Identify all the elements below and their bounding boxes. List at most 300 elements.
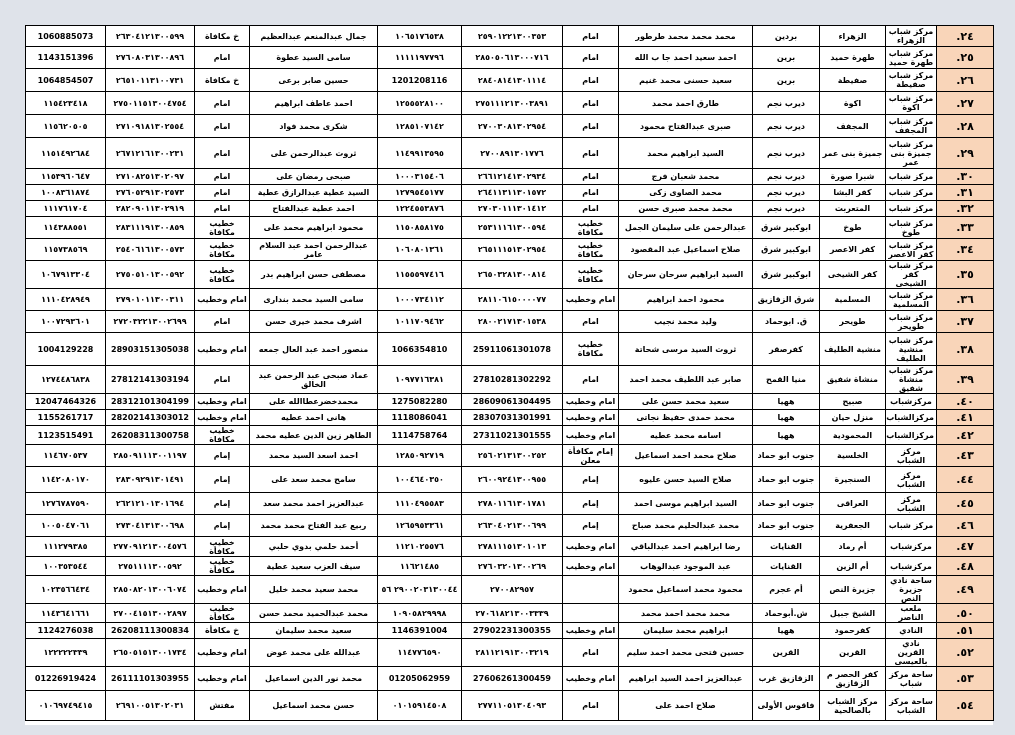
table-row <box>26 445 994 467</box>
imam-job-cell: امام <box>563 169 619 185</box>
table-row <box>26 92 994 115</box>
imam-job-cell: خطيب مكافاة <box>563 261 619 289</box>
imam-national-id-cell: ٢٨١١٠٦١٥٠٠٠٠٧٧ <box>462 289 563 311</box>
youth-center-cell: مركز شباب المسلمية <box>886 289 937 311</box>
village-cell: المحمودية <box>820 426 886 445</box>
substitute-name-cell: محمدخضرعطاالله على <box>250 394 378 410</box>
imam-phone-cell: ١١٤٩٩١٣٥٩٥ <box>378 138 462 169</box>
substitute-job-cell: امام وخطيب <box>195 289 250 311</box>
imam-phone-cell: ١١٦٢١٤٨٥ <box>378 557 462 576</box>
substitute-name-cell: ثروت عبدالرحمن على <box>250 138 378 169</box>
substitute-national-id-cell: ٢٦٢١٢١٠١٣٠١٦٩٤ <box>106 493 195 515</box>
row-number-cell: ٢٩. <box>937 138 994 169</box>
substitute-national-id-cell: ٢٧٦٠٥٢٩١٣٠٢٥٧٣ <box>106 185 195 201</box>
substitute-phone-cell: 1004129228 <box>26 333 106 366</box>
substitute-job-cell: امام <box>195 366 250 394</box>
row-number-cell: ٢٧. <box>937 92 994 115</box>
substitute-phone-cell: ١١٥٤٢٣٤١٨ <box>26 92 106 115</box>
village-cell: جزيرة النص <box>820 576 886 604</box>
substitute-phone-cell: ١٠٦٧٩١٣٣٠٤ <box>26 261 106 289</box>
row-number-cell: ٤٨. <box>937 557 994 576</box>
imam-name-cell: ابراهيم محمد سليمان <box>619 623 753 639</box>
substitute-job-cell: خطيب مكافاة <box>195 261 250 289</box>
table-row <box>26 261 994 289</box>
imam-national-id-cell: ٢٥٣١١١٦١٣٠٠٥٩٤ <box>462 217 563 239</box>
imam-job-cell: امام وخطيب <box>563 410 619 426</box>
substitute-national-id-cell: ٢٨٢٠٩٠١١٣٠٢٩١٩ <box>106 201 195 217</box>
district-cell: القرين <box>753 639 820 667</box>
substitute-phone-cell: ١١٥١٤٩٢٦٨٤ <box>26 138 106 169</box>
youth-center-cell: مركزشباب <box>886 557 937 576</box>
imam-name-cell: محمود محمد اسماعيل محمود <box>619 576 753 604</box>
imam-name-cell: صبرى عبدالفتاح محمود <box>619 115 753 138</box>
imam-job-cell: امام <box>563 26 619 47</box>
imam-name-cell: سعيد حسنى محمد غنيم <box>619 69 753 92</box>
row-number-cell: ٢٤. <box>937 26 994 47</box>
row-number-cell: ٥٢. <box>937 639 994 667</box>
imam-national-id-cell: 27902231300355 <box>462 623 563 639</box>
substitute-phone-cell: ١١٥٧٣٨٥٦٩ <box>26 239 106 261</box>
substitute-name-cell: سامى السيد محمد بندارى <box>250 289 378 311</box>
youth-center-cell: ساحة مركز الشباب <box>886 691 937 721</box>
table-row <box>26 185 994 201</box>
substitute-national-id-cell: ٢٥٤٠٦١٦١٣٠٠٥٧٣ <box>106 239 195 261</box>
substitute-national-id-cell: 28312101304199 <box>106 394 195 410</box>
youth-center-cell: مركز شباب <box>886 185 937 201</box>
substitute-phone-cell: 1155261717 <box>26 410 106 426</box>
imam-national-id-cell: ٢٨٠٠٢١٧١٣٠١٥٣٨ <box>462 311 563 333</box>
substitute-phone-cell: ١١٥٣٩٦٠٦٤٧ <box>26 169 106 185</box>
imam-job-cell: امام <box>563 47 619 69</box>
imam-national-id-cell: ٢٦٦١٢١٤١٣٠٢٩٣٤ <box>462 169 563 185</box>
imam-name-cell: محمد محمد احمد محمد <box>619 604 753 623</box>
village-cell: القرين <box>820 639 886 667</box>
substitute-phone-cell: ١٢٧٦٧٨٧٥٩٠ <box>26 493 106 515</box>
imam-name-cell: ثروت السيد مرسى شحاتة <box>619 333 753 366</box>
imam-phone-cell: ١١٥٥٥٩٧٤١٦ <box>378 261 462 289</box>
row-number-cell: ٤٧. <box>937 537 994 557</box>
substitute-phone-cell: 1060885073 <box>26 26 106 47</box>
imam-phone-cell: 1275082280 <box>378 394 462 410</box>
imam-phone-cell: 1201208116 <box>378 69 462 92</box>
youth-center-cell: ساحة مركز شباب <box>886 667 937 691</box>
youth-center-cell: مركزالشباب <box>886 426 937 445</box>
row-number-cell: ٥٣. <box>937 667 994 691</box>
imam-job-cell: إمام <box>563 467 619 493</box>
substitute-job-cell: إمام <box>195 445 250 467</box>
row-number-cell: ٤٦. <box>937 515 994 537</box>
imam-name-cell: صلاح احمد على <box>619 691 753 721</box>
village-cell: السنجيرة <box>820 467 886 493</box>
imam-job-cell: امام <box>563 138 619 169</box>
imam-name-cell: صابر عبد اللطيف محمد احمد <box>619 366 753 394</box>
table-row <box>26 667 994 691</box>
substitute-job-cell: امام <box>195 47 250 69</box>
substitute-national-id-cell: 28202141303012 <box>106 410 195 426</box>
substitute-national-id-cell: ٢٧٥٠١١٥١٣٠٠٤٧٥٤ <box>106 92 195 115</box>
district-cell: ههيا <box>753 394 820 410</box>
imam-name-cell: عبدالعزيز احمد السيد ابراهيم <box>619 667 753 691</box>
imam-job-cell: امام <box>563 639 619 667</box>
substitute-job-cell: امام <box>195 169 250 185</box>
table-row <box>26 69 994 92</box>
youth-center-cell: مركز شباب الزهراء <box>886 26 937 47</box>
substitute-name-cell: محمد سعيد محمد خليل <box>250 576 378 604</box>
substitute-name-cell: عبدالرحمن احمد عبد السلام عامر <box>250 239 378 261</box>
imam-name-cell: محمود احمد ابراهيم <box>619 289 753 311</box>
row-number-cell: ٣٢. <box>937 201 994 217</box>
imam-national-id-cell: 27606261300459 <box>462 667 563 691</box>
imam-national-id-cell: 27810281302292 <box>462 366 563 394</box>
substitute-name-cell: عماد صبحى عبد الرحمن عبد الخالق <box>250 366 378 394</box>
substitute-job-cell: امام <box>195 311 250 333</box>
imam-job-cell: امام وخطيب <box>563 426 619 445</box>
village-cell: منشية الطليف <box>820 333 886 366</box>
imam-job-cell: امام <box>563 201 619 217</box>
district-cell: جنوب ابو حماد <box>753 467 820 493</box>
youth-center-cell: مركز شباب <box>886 169 937 185</box>
village-cell: كفرحمود <box>820 623 886 639</box>
row-number-cell: ٤٢. <box>937 426 994 445</box>
imam-job-cell: امام <box>563 92 619 115</box>
table-row <box>26 366 994 394</box>
substitute-name-cell: عبدالله على محمد عوض <box>250 639 378 667</box>
youth-center-cell: ساحة نادي جزيرة النص <box>886 576 937 604</box>
table-row <box>26 639 994 667</box>
village-cell: طويحر <box>820 311 886 333</box>
substitute-job-cell: امام <box>195 138 250 169</box>
imam-phone-cell: ١٢٨٥١٠٧١٤٢ <box>378 115 462 138</box>
substitute-national-id-cell: ٢٧١٠٩١٨١٣٠٢٥٥٤ <box>106 115 195 138</box>
substitute-national-id-cell: ٢٨٣٠٩٢٩١٣٠١٤٩١ <box>106 467 195 493</box>
youth-center-cell: مركز شباب <box>886 515 937 537</box>
youth-center-cell: مركز شباب طوخ <box>886 217 937 239</box>
table-row <box>26 410 994 426</box>
imam-job-cell: امام <box>563 366 619 394</box>
district-cell: القنايات <box>753 537 820 557</box>
district-cell: جنوب ابو حماد <box>753 515 820 537</box>
imam-phone-cell: ١٢٧٩٥٤٥١٧٧ <box>378 185 462 201</box>
village-cell: جميزة بنى عمر <box>820 138 886 169</box>
substitute-job-cell: امام <box>195 92 250 115</box>
row-number-cell: ٢٦. <box>937 69 994 92</box>
imam-name-cell: محمد محمد محمد طرطور <box>619 26 753 47</box>
youth-center-cell: النادي <box>886 623 937 639</box>
imam-phone-cell: ١٠٦٥١٧٦٥٣٨ <box>378 26 462 47</box>
substitute-name-cell: سعيد محمد سليمان <box>250 623 378 639</box>
table-row <box>26 169 994 185</box>
imam-national-id-cell: 28609061304495 <box>462 394 563 410</box>
district-cell: ههيا <box>753 426 820 445</box>
substitute-job-cell: خطيب مكافاة <box>195 426 250 445</box>
substitute-name-cell: شكرى محمد فواد <box>250 115 378 138</box>
row-number-cell: ٣٨. <box>937 333 994 366</box>
substitute-name-cell: السيد عطية عبدالرازق عطية <box>250 185 378 201</box>
imams-table <box>25 25 994 721</box>
row-number-cell: ٤٩. <box>937 576 994 604</box>
imam-phone-cell: ١١٥٠٨٥٨١٧٥ <box>378 217 462 239</box>
village-cell: كفر الحصر م الزقازيق <box>820 667 886 691</box>
imam-phone-cell: ١١٤٧٧٦٥٩٠ <box>378 639 462 667</box>
imam-job-cell: خطيب مكافاة <box>563 217 619 239</box>
substitute-phone-cell: 1143151396 <box>26 47 106 69</box>
district-cell: ديرب نجم <box>753 115 820 138</box>
district-cell: فاقوس الأولى <box>753 691 820 721</box>
substitute-phone-cell: ١١١٠٤٢٨٩٤٩ <box>26 289 106 311</box>
substitute-phone-cell: ١٢٢٢٢٢٣٣٩ <box>26 639 106 667</box>
imam-phone-cell: ١٠٦٠٨٠١٣٦١ <box>378 239 462 261</box>
row-number-cell: ٢٥. <box>937 47 994 69</box>
table-row <box>26 138 994 169</box>
imam-job-cell: امام وخطيب <box>563 289 619 311</box>
substitute-job-cell: إمام <box>195 493 250 515</box>
substitute-name-cell: محمد نور الدين اسماعيل <box>250 667 378 691</box>
substitute-job-cell: خطيب مكافأة <box>195 604 250 623</box>
youth-center-cell: مركز شباب منشاة شفيق <box>886 366 937 394</box>
district-cell: برين <box>753 47 820 69</box>
substitute-job-cell: امام وخطيب <box>195 410 250 426</box>
row-number-cell: ٥٤. <box>937 691 994 721</box>
table-row <box>26 691 994 721</box>
substitute-phone-cell: ١٠٠٧٢٩٣٦٠١ <box>26 311 106 333</box>
substitute-national-id-cell: 26111101303955 <box>106 667 195 691</box>
substitute-job-cell: خطيب مكافأة <box>195 557 250 576</box>
village-cell: الجعفرية <box>820 515 886 537</box>
substitute-phone-cell: ١٠٠٨٣٦١٨٧٤ <box>26 185 106 201</box>
imam-job-cell <box>563 604 619 623</box>
imam-phone-cell: ١٠٠٠٣١٥٤٠٦ <box>378 169 462 185</box>
substitute-phone-cell: 1124276038 <box>26 623 106 639</box>
imam-phone-cell: ٢٩٠٠٢٠٣١٣٠٠٤٤ ٥٦ <box>378 576 462 604</box>
imam-phone-cell: 1114758764 <box>378 426 462 445</box>
imam-national-id-cell: ٢٧٠٦١٨٢١٣٠٠٣٣٣٩ <box>462 604 563 623</box>
youth-center-cell: مركز شباب جميزة بنى عمر <box>886 138 937 169</box>
imam-national-id-cell: ٢٧٠٣٠١١١٣٠١٤١٢ <box>462 201 563 217</box>
imam-name-cell: اسامه محمد عطيه <box>619 426 753 445</box>
village-cell: كفر البشا <box>820 185 886 201</box>
imam-name-cell: طارق احمد محمد <box>619 92 753 115</box>
youth-center-cell: مركز شباب اكوة <box>886 92 937 115</box>
imam-phone-cell: 1118086041 <box>378 410 462 426</box>
imam-phone-cell: ١١١١١٩٧٧٩٦ <box>378 47 462 69</box>
imam-name-cell: صلاح محمد احمد اسماعيل <box>619 445 753 467</box>
imam-phone-cell: ١٠٩٧٧١٦٣٨١ <box>378 366 462 394</box>
table-row <box>26 115 994 138</box>
row-number-cell: ٣٥. <box>937 261 994 289</box>
youth-center-cell: مركز الشباب <box>886 467 937 493</box>
substitute-name-cell: جمال عبدالمنعم عبدالعظيم <box>250 26 378 47</box>
district-cell: ديرب نجم <box>753 201 820 217</box>
table-row <box>26 537 994 557</box>
row-number-cell: ٣٦. <box>937 289 994 311</box>
substitute-national-id-cell: ٢٧٥٠٥١٠١٣٠٠٥٩٢ <box>106 261 195 289</box>
district-cell: ههيا <box>753 623 820 639</box>
village-cell: المسلمية <box>820 289 886 311</box>
substitute-national-id-cell: ٢٧١٠٨٢٥١٣٠٢٠٩٧ <box>106 169 195 185</box>
table-row <box>26 604 994 623</box>
imam-job-cell: امام <box>563 311 619 333</box>
imam-national-id-cell: ٢٥٦٠٢١٣١٣٠٠٢٥٢ <box>462 445 563 467</box>
imam-phone-cell: ١٢٦٥٩٥٣٣٦١ <box>378 515 462 537</box>
substitute-national-id-cell: ٢٦٧١٢١٦١٣٠٠٢٣١ <box>106 138 195 169</box>
substitute-job-cell: إمام <box>195 467 250 493</box>
imam-national-id-cell: ٢٧٠٠٨٢٩٥٧ <box>462 576 563 604</box>
imam-name-cell: صلاح السيد حسن عليوه <box>619 467 753 493</box>
substitute-job-cell: امام <box>195 115 250 138</box>
imam-phone-cell: ١٢٢٤٥٥٣٨٧٦ <box>378 201 462 217</box>
imam-national-id-cell: ٢٦٤١١٣١١٣٠١٥٧٢ <box>462 185 563 201</box>
substitute-name-cell: اشرف محمد خيرى حسن <box>250 311 378 333</box>
substitute-name-cell: مصطفى حسن ابراهيم بدر <box>250 261 378 289</box>
village-cell: طوخ <box>820 217 886 239</box>
substitute-job-cell: امام <box>195 201 250 217</box>
substitute-national-id-cell: ٢٦٥١٠١١٣١٠٠٧٣١ <box>106 69 195 92</box>
imam-job-cell: امام وخطيب <box>563 537 619 557</box>
imam-name-cell: السيد ابراهيم سرحان سرحان <box>619 261 753 289</box>
substitute-national-id-cell: 26208311300758 <box>106 426 195 445</box>
imam-phone-cell: ١٠١١٧٠٩٤٦٢ <box>378 311 462 333</box>
imam-job-cell <box>563 576 619 604</box>
youth-center-cell: مركزالشباب <box>886 410 937 426</box>
imam-name-cell: محمد حمدى حفيظ نجاتى <box>619 410 753 426</box>
substitute-phone-cell: ١٢٧٤٤٨٦٨٣٨ <box>26 366 106 394</box>
district-cell: ابوكبير شرق <box>753 261 820 289</box>
substitute-job-cell: خطيب مكافأة <box>195 537 250 557</box>
imam-phone-cell: ١٢٨٥٠٩٢٧١٩ <box>378 445 462 467</box>
substitute-phone-cell: 1064854507 <box>26 69 106 92</box>
substitute-national-id-cell: ٢٨٣١١١٩١٣٠٠٨٥٩ <box>106 217 195 239</box>
imam-name-cell: محمد الصاوى زكى <box>619 185 753 201</box>
substitute-national-id-cell: 26208111300834 <box>106 623 195 639</box>
substitute-name-cell: حسن محمد اسماعيل <box>250 691 378 721</box>
youth-center-cell: مركزشباب <box>886 394 937 410</box>
imam-job-cell: إمام مكافأة معلن <box>563 445 619 467</box>
youth-center-cell: مركز شباب طويحر <box>886 311 937 333</box>
district-cell: ديرب نجم <box>753 185 820 201</box>
row-number-cell: ٥١. <box>937 623 994 639</box>
row-number-cell: ٤٤. <box>937 467 994 493</box>
row-number-cell: ٣٠. <box>937 169 994 185</box>
imam-phone-cell: 1146391004 <box>378 623 462 639</box>
substitute-phone-cell: ١١٤٢٠٨٠١٧٠ <box>26 467 106 493</box>
village-cell: صفيطة <box>820 69 886 92</box>
youth-center-cell: ملعب الناصر <box>886 604 937 623</box>
substitute-job-cell: إمام <box>195 515 250 537</box>
imam-national-id-cell: ٢٨٤٠٨١٤١٣٠١١١٤ <box>462 69 563 92</box>
substitute-name-cell: الطاهر زين الدين عطيه محمد <box>250 426 378 445</box>
table-row <box>26 426 994 445</box>
imam-phone-cell: ١١١٠٤٩٥٥٨٣ <box>378 493 462 515</box>
imam-national-id-cell: ٢٨١١٢١٩١٣٠٠٣٢١٩ <box>462 639 563 667</box>
youth-center-cell: مركز شباب منشية الطليف <box>886 333 937 366</box>
imam-national-id-cell: ٢٧٠٠٣٠٨١٣٠٢٩٥٤ <box>462 115 563 138</box>
substitute-national-id-cell: ٢٨٥٠٨٢٠١٣٠٠٦٠٧٤ <box>106 576 195 604</box>
substitute-national-id-cell: ٢٧٥١١١١٣٠٠٥٩٢ <box>106 557 195 576</box>
imam-job-cell: امام <box>563 69 619 92</box>
village-cell: العراقى <box>820 493 886 515</box>
substitute-phone-cell: ١١١٧٦١٧٠٤ <box>26 201 106 217</box>
row-number-cell: ٣٤. <box>937 239 994 261</box>
imam-national-id-cell: ٢٧٥١١١٢١٣٠٠٣٨٩١ <box>462 92 563 115</box>
row-number-cell: ٣٣. <box>937 217 994 239</box>
substitute-phone-cell: ١٠٢٣٥٦٦٤٣٤ <box>26 576 106 604</box>
substitute-phone-cell: ١١٥٦٢٠٥٠٥ <box>26 115 106 138</box>
village-cell: منشاة شفيق <box>820 366 886 394</box>
substitute-job-cell: امام وخطيب <box>195 667 250 691</box>
table-row <box>26 239 994 261</box>
village-cell: الزهراء <box>820 26 886 47</box>
district-cell: ش.أبوحماد <box>753 604 820 623</box>
district-cell: ق. ابوحماد <box>753 311 820 333</box>
substitute-job-cell: مفتش <box>195 691 250 721</box>
imam-job-cell: امام وخطيب <box>563 623 619 639</box>
substitute-name-cell: سيف العزب سعيد عطية <box>250 557 378 576</box>
youth-center-cell: مركز شباب المجفف <box>886 115 937 138</box>
imam-name-cell: حسين فتحى محمد احمد سليم <box>619 639 753 667</box>
substitute-national-id-cell: ٢٧٣٠٤١٣١٣٠٠٦٩٨ <box>106 515 195 537</box>
table-row <box>26 623 994 639</box>
row-number-cell: ٤٣. <box>937 445 994 467</box>
substitute-national-id-cell: ٢٧٩٠١٠١١٣٠٠٣١١ <box>106 289 195 311</box>
district-cell: الزقازيق غرب <box>753 667 820 691</box>
imam-phone-cell: ٠١٠١٥٩١٤٥٠٨ <box>378 691 462 721</box>
imam-name-cell: سعيد محمد حسن على <box>619 394 753 410</box>
table-body <box>26 26 994 721</box>
village-cell: منزل حيان <box>820 410 886 426</box>
row-number-cell: ٤٥. <box>937 493 994 515</box>
substitute-phone-cell: 01226919424 <box>26 667 106 691</box>
village-cell: الخلسية <box>820 445 886 467</box>
substitute-phone-cell: ١١٤٣٨٨٥٥١ <box>26 217 106 239</box>
substitute-name-cell: احمد عاطف ابراهيم <box>250 92 378 115</box>
district-cell: ابوكبير شرق <box>753 239 820 261</box>
row-number-cell: ٣٧. <box>937 311 994 333</box>
imam-national-id-cell: ٢٧٠٠٨٩١٣٠١٧٧٦ <box>462 138 563 169</box>
table-row <box>26 467 994 493</box>
imam-national-id-cell: ٢٦٣٠٤٠٢١٣٠٠٦٩٩ <box>462 515 563 537</box>
district-cell: بردين <box>753 26 820 47</box>
imam-national-id-cell: ٢٧٨٠١١٦١٣٠١٧٨١ <box>462 493 563 515</box>
district-cell: جنوب ابو حماد <box>753 493 820 515</box>
substitute-job-cell: امام وخطيب <box>195 333 250 366</box>
village-cell: اكوة <box>820 92 886 115</box>
substitute-name-cell: محمد عبدالحميد محمد حسن <box>250 604 378 623</box>
substitute-national-id-cell: ٢٨٥٠٩١١١٣٠٠١١٩٧ <box>106 445 195 467</box>
substitute-national-id-cell: ٢٦٣٠٤١٢١٣٠٠٥٩٩ <box>106 26 195 47</box>
substitute-phone-cell: ٠١٠٦٩٧٤٩٤١٥ <box>26 691 106 721</box>
imam-national-id-cell: ٢٦٥٠٣٢٨١٣٠٠٨١٤ <box>462 261 563 289</box>
table-row <box>26 557 994 576</box>
substitute-name-cell: هانى احمد عطيه <box>250 410 378 426</box>
district-cell: ديرب نجم <box>753 92 820 115</box>
imam-national-id-cell: ٢٧٨١١١٥١٣٠١٠١٣ <box>462 537 563 557</box>
imam-phone-cell: ١٠٩٠٥٨٢٩٩٩٨ <box>378 604 462 623</box>
imam-name-cell: السيد ابراهيم محمد <box>619 138 753 169</box>
imam-job-cell: امام وخطيب <box>563 667 619 691</box>
substitute-job-cell: امام وخطيب <box>195 576 250 604</box>
imam-job-cell: امام <box>563 691 619 721</box>
imam-national-id-cell: ٢٧٦٠٣٢٠١٣٠٠٢٦٩ <box>462 557 563 576</box>
substitute-job-cell: امام وخطيب <box>195 394 250 410</box>
imam-name-cell: احمد سعيد احمد جا ب الله <box>619 47 753 69</box>
substitute-job-cell: خطيب مكافاة <box>195 239 250 261</box>
table-row <box>26 26 994 47</box>
table-row <box>26 493 994 515</box>
substitute-job-cell: خ مكافاة <box>195 26 250 47</box>
village-cell: صبيح <box>820 394 886 410</box>
imam-national-id-cell: ٢٦٥١١١٥١٣٠٢٩٥٤ <box>462 239 563 261</box>
district-cell: كفرصقر <box>753 333 820 366</box>
